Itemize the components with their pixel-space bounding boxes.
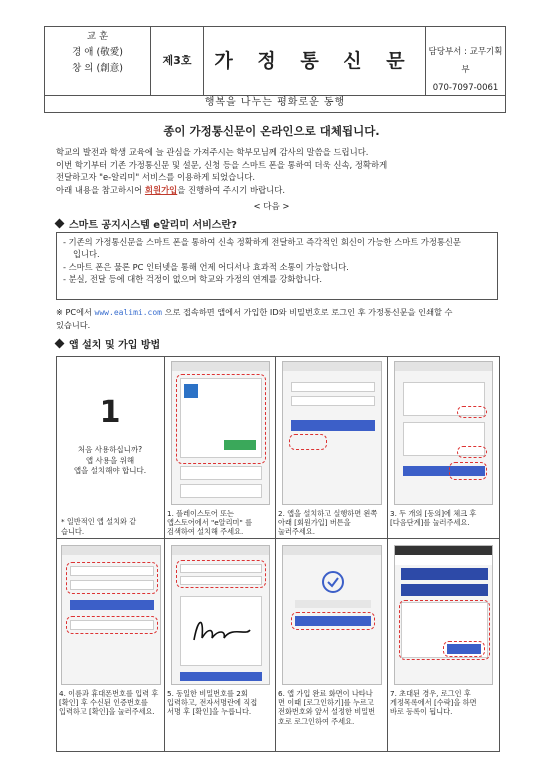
highlight-box — [457, 406, 487, 418]
caption-line: 6. 앱 가입 완료 화면이 나타나 — [278, 689, 373, 698]
caption-line: 7. 초대된 경우, 로그인 후 — [390, 689, 471, 698]
signup-highlight: 회원가입 — [144, 184, 178, 195]
steps-grid — [56, 356, 500, 752]
highlight-box — [176, 560, 266, 588]
caption-line: 눌러주세요. — [278, 527, 316, 537]
caption-line: 면 이때 [로그인하기]를 누르고 — [278, 698, 374, 708]
step7-caption — [390, 689, 477, 717]
service-item: - 분실, 전달 등에 대한 걱정이 없으며 학교와 가정의 연계를 강화합니다. — [63, 274, 323, 285]
account-header — [395, 555, 493, 565]
check-circle-icon — [321, 570, 345, 594]
login-button — [291, 420, 375, 431]
intro-line3: 전달하고자 "e-알리미" 서비스를 이용하게 되었습니다. — [56, 172, 256, 183]
caption-line: 4. 이름과 휴대폰번호를 입력 후 — [59, 689, 159, 698]
intro-line4-b: 을 진행하여 주시기 바랍니다. — [177, 184, 285, 195]
step6-caption — [278, 689, 375, 726]
intro-line1: 학교의 발전과 학생 교육에 늘 관심을 가져주시는 학부모님께 감사의 말씀을 드립니다. — [56, 147, 369, 157]
intro-line4-a: 아래 내용을 참고하시어 — [56, 184, 145, 195]
caption-line: 검색하여 설치해 주세요. — [167, 527, 244, 537]
caption-line: 3. 두 개의 [동의]에 체크 후 — [390, 509, 477, 518]
highlight-box — [289, 434, 327, 450]
step1-screenshot — [171, 361, 270, 505]
newsletter-title: 가 정 통 신 문 — [214, 50, 414, 72]
motto-line2: 창 의 (創意) — [72, 63, 123, 74]
highlight-box — [66, 616, 158, 634]
note-text-a: ※ PC에서 — [56, 307, 95, 317]
step-intro-number: 1 — [99, 395, 121, 430]
service-description-box — [56, 232, 498, 300]
caption-line: [다음단계]를 눌러주세요. — [390, 518, 470, 528]
step1-cell — [165, 357, 276, 539]
motto-title: 교 훈 — [86, 31, 109, 42]
intro-instruction: 앱을 설치해야 합니다. — [73, 466, 147, 475]
intro-note-line1: * 일반적인 앱 설치와 같 — [61, 517, 137, 526]
signature-icon — [186, 610, 256, 650]
note-text-b: 으로 접속하면 앱에서 가입한 ID와 비밀번호로 로그인 후 가정통신문을 인쇄할 수 — [161, 307, 453, 317]
highlight-box — [176, 374, 266, 464]
service-item: - 기존의 가정통신문을 스마트 폰을 통하여 신속 정확하게 전달하고 즉각적인 회신이 가능한 스마트 가정통신문 — [63, 237, 461, 247]
status-bar — [283, 546, 381, 555]
service-item: 입니다. — [73, 249, 100, 260]
step5-caption — [167, 689, 257, 717]
motto-line1: 경 애 (敬愛) — [72, 47, 123, 58]
caption-line: 입력하고, 전자서명란에 직접 — [167, 698, 258, 708]
section1-heading — [56, 216, 237, 231]
highlight-box — [66, 562, 158, 594]
pc-note — [56, 306, 498, 332]
department-info — [425, 27, 505, 95]
status-bar — [172, 362, 269, 371]
app-list-item — [180, 466, 262, 480]
step2-screenshot — [282, 361, 382, 505]
highlight-box — [449, 462, 487, 480]
caption-line: 5. 동일한 비밀번호를 2회 — [167, 689, 248, 698]
confirm-button — [180, 672, 262, 681]
school-banner — [401, 568, 488, 580]
section1-title: 스마트 공지시스템 e알리미 서비스란? — [69, 220, 237, 231]
intro-line2: 이번 학기부터 기존 가정통신문 및 설문, 신청 등을 스마트 폰을 통하여 더욱 신속, 정확하게 — [56, 159, 388, 170]
step7-cell — [388, 539, 499, 751]
caption-line: 서명 후 [확인]을 누릅니다. — [167, 707, 252, 717]
caption-line: 바로 등록이 됩니다. — [390, 707, 453, 717]
intro-question: 처음 사용하십니까? — [77, 445, 143, 454]
complete-message — [295, 600, 371, 608]
step4-cell — [57, 539, 165, 751]
step1-caption — [167, 509, 252, 537]
issue-number: 제3호 — [151, 27, 204, 95]
app-list-item — [180, 484, 262, 498]
step4-caption — [59, 689, 158, 717]
intro-note-line2: 습니다. — [61, 527, 85, 536]
diamond-bullet-icon — [55, 339, 65, 349]
highlight-box — [443, 641, 485, 657]
caption-line: 입력하고 [확인]을 눌러주세요. — [59, 707, 155, 717]
school-motto — [45, 27, 151, 95]
step4-screenshot — [61, 545, 161, 685]
caption-line: 게정목록에서 [수락]을 하면 — [390, 698, 477, 708]
header-table — [44, 26, 506, 96]
diamond-bullet-icon — [55, 219, 65, 229]
step3-caption — [390, 509, 476, 527]
caption-line: 앱스토어에서 "e알리미" 를 — [167, 518, 253, 528]
main-title: 종이 가정통신문이 온라인으로 대체됩니다. — [163, 124, 380, 138]
id-input — [291, 382, 375, 392]
ealimi-url[interactable]: www.ealimi.com — [94, 308, 162, 317]
note-text-c: 있습니다. — [56, 320, 91, 331]
section2-heading — [56, 336, 160, 351]
password-input — [291, 396, 375, 406]
status-bar — [395, 362, 492, 371]
caption-line: 2. 앱을 설치하고 실행하면 왼쪽 — [278, 509, 378, 518]
caption-line: 전화번호와 앞서 설정한 비밀번 — [278, 707, 376, 717]
step-intro-note — [61, 517, 161, 537]
highlight-box — [291, 612, 375, 630]
status-bar — [395, 546, 492, 555]
step6-screenshot — [282, 545, 382, 685]
step7-screenshot — [394, 545, 493, 685]
confirm-button — [70, 600, 154, 610]
department-name: 담당부서 : 교무기획부 — [428, 47, 503, 75]
intro-line4 — [56, 184, 498, 197]
caption-line: [확인] 후 수신된 인증번호를 — [59, 698, 148, 708]
service-item: - 스마트 폰은 물론 PC 인터넷을 통해 언제 어디서나 효과적 소통이 가능합니다. — [63, 261, 349, 272]
department-phone: 070-7097-0061 — [432, 83, 499, 93]
step6-cell — [276, 539, 388, 751]
step2-cell — [276, 357, 388, 539]
next-label: < 다음 > — [253, 202, 290, 212]
caption-line: 1. 플레이스토어 또는 — [167, 509, 234, 518]
step-intro-text — [57, 445, 163, 477]
caption-line: 호로 로그인하여 주세요. — [278, 716, 355, 726]
highlight-box — [457, 446, 487, 458]
intro-purpose: 앱 사용을 위해 — [85, 455, 135, 465]
step3-screenshot — [394, 361, 493, 505]
section2-title: 앱 설치 및 가입 방법 — [69, 340, 161, 351]
step2-caption — [278, 509, 377, 537]
status-bar — [172, 546, 269, 555]
slogan: 행복을 나누는 평화로운 동행 — [44, 94, 506, 113]
step3-cell — [388, 357, 499, 539]
status-bar — [62, 546, 160, 555]
step-intro-cell — [57, 357, 165, 539]
status-bar — [283, 362, 381, 371]
step5-screenshot — [171, 545, 270, 685]
intro-text — [56, 146, 498, 196]
step5-cell — [165, 539, 276, 751]
caption-line: 아래 [회원가입] 버튼을 — [278, 518, 351, 528]
school-banner — [401, 584, 488, 596]
